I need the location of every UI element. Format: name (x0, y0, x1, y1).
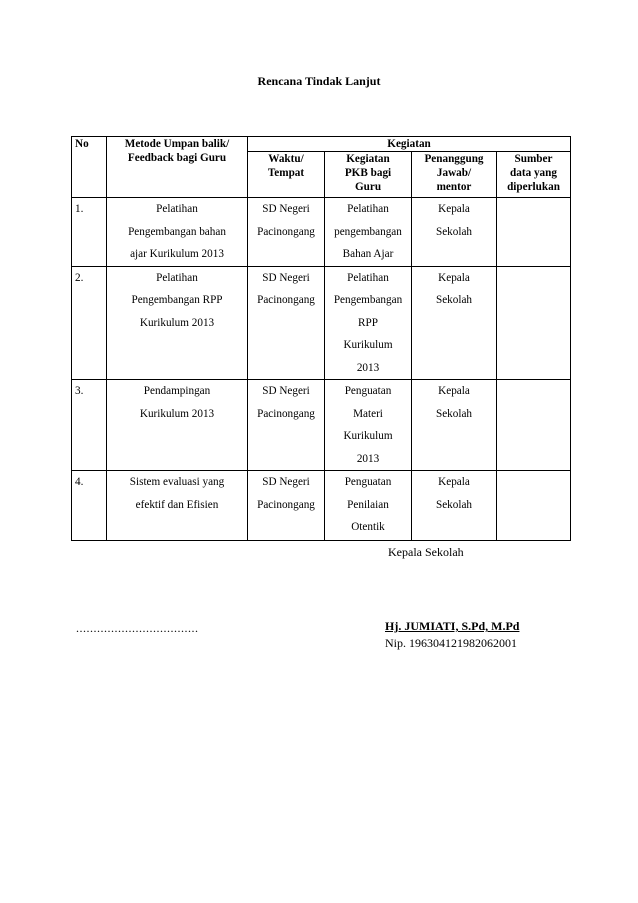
cell-kegiatan (325, 266, 412, 380)
cell-line: SD Negeri (262, 476, 310, 488)
cell-line: Materi (353, 407, 383, 420)
signature-nip: Nip. 196304121982062001 (385, 636, 517, 650)
cell-metode (107, 380, 248, 471)
cell-line: SD Negeri (262, 271, 310, 284)
cell-line: Kurikulum (343, 339, 393, 351)
cell-line: Kurikulum (343, 430, 393, 442)
table-row (72, 471, 571, 541)
cell-kegiatan (325, 198, 412, 267)
cell-sumber (497, 471, 571, 541)
cell-metode (107, 471, 248, 541)
document-title: Rencana Tindak Lanjut (257, 74, 381, 88)
cell-line: Kepala (438, 203, 470, 215)
cell-line: 2. (75, 271, 84, 284)
cell-line: Pengembangan bahan (128, 225, 226, 238)
cell-sumber (497, 380, 571, 471)
cell-no (72, 266, 107, 380)
cell-line: Penilaian (347, 498, 389, 511)
table-body (72, 198, 571, 541)
cell-line: ajar Kurikulum 2013 (130, 248, 224, 260)
cell-line: Pengembangan (333, 294, 403, 306)
cell-penanggung (412, 198, 497, 267)
header-kegiatan-group: Kegiatan (248, 137, 571, 152)
cell-line: Sekolah (435, 498, 473, 511)
cell-waktu (248, 380, 325, 471)
cell-line: Kepala (438, 476, 470, 488)
cell-line: 2013 (356, 361, 380, 374)
cell-line: SD Negeri (262, 385, 310, 397)
cell-line: Sekolah (435, 225, 473, 238)
cell-line: Pengembangan RPP (131, 294, 223, 306)
cell-penanggung (412, 380, 497, 471)
table-row (72, 198, 571, 267)
cell-kegiatan (325, 380, 412, 471)
cell-penanggung (412, 266, 497, 380)
cell-line: Pendampingan (143, 385, 211, 397)
cell-line: Sekolah (435, 294, 473, 306)
cell-line: Sistem evaluasi yang (129, 476, 225, 488)
cell-waktu (248, 198, 325, 267)
cell-line: Bahan Ajar (342, 248, 394, 260)
cell-line: 3. (75, 385, 84, 397)
cell-line: Penguatan (344, 385, 392, 397)
table-row (72, 266, 571, 380)
cell-line: Pelatihan (156, 203, 198, 215)
cell-sumber (497, 198, 571, 267)
cell-line: Pelatihan (347, 271, 389, 284)
cell-no (72, 380, 107, 471)
header-sumber: Sumber data yang diperlukan (497, 152, 571, 198)
cell-line: 1. (75, 203, 84, 215)
cell-line: Pacinongang (257, 294, 315, 306)
header-kegiatan-pkb: Kegiatan PKB bagi Guru (325, 152, 412, 198)
signature-placeholder: ................................... (76, 621, 199, 635)
cell-line: Pacinongang (257, 407, 315, 420)
cell-line: Otentik (351, 521, 385, 533)
header-waktu: Waktu/ Tempat (248, 152, 325, 198)
cell-line: Sekolah (435, 407, 473, 420)
cell-line: Kepala (438, 271, 470, 284)
cell-penanggung (412, 471, 497, 541)
cell-line: Kepala (438, 385, 470, 397)
cell-line: Penguatan (344, 476, 392, 488)
cell-no (72, 471, 107, 541)
plan-table (71, 136, 571, 541)
cell-line: Pelatihan (347, 203, 389, 215)
cell-line: Kurikulum 2013 (139, 407, 215, 420)
cell-metode (107, 266, 248, 380)
cell-line: 4. (75, 476, 84, 488)
cell-line: Pacinongang (257, 498, 315, 511)
cell-no (72, 198, 107, 267)
cell-waktu (248, 471, 325, 541)
cell-line: Pacinongang (257, 225, 315, 238)
cell-line: Kurikulum 2013 (139, 316, 215, 329)
cell-sumber (497, 266, 571, 380)
cell-line: SD Negeri (262, 203, 310, 215)
header-penanggung: Penanggung Jawab/ mentor (412, 152, 497, 198)
cell-waktu (248, 266, 325, 380)
header-no: No (72, 137, 107, 198)
cell-line: RPP (358, 316, 378, 329)
cell-line: efektif dan Efisien (135, 498, 219, 511)
cell-kegiatan (325, 471, 412, 541)
header-metode: Metode Umpan balik/ Feedback bagi Guru (107, 137, 248, 198)
table-row (72, 380, 571, 471)
cell-line: Pelatihan (156, 271, 198, 284)
cell-metode (107, 198, 248, 267)
signature-name: Hj. JUMIATI, S.Pd, M.Pd (385, 619, 520, 633)
cell-line: 2013 (356, 452, 380, 465)
cell-line: pengembangan (334, 225, 402, 238)
signature-role: Kepala Sekolah (388, 545, 464, 559)
